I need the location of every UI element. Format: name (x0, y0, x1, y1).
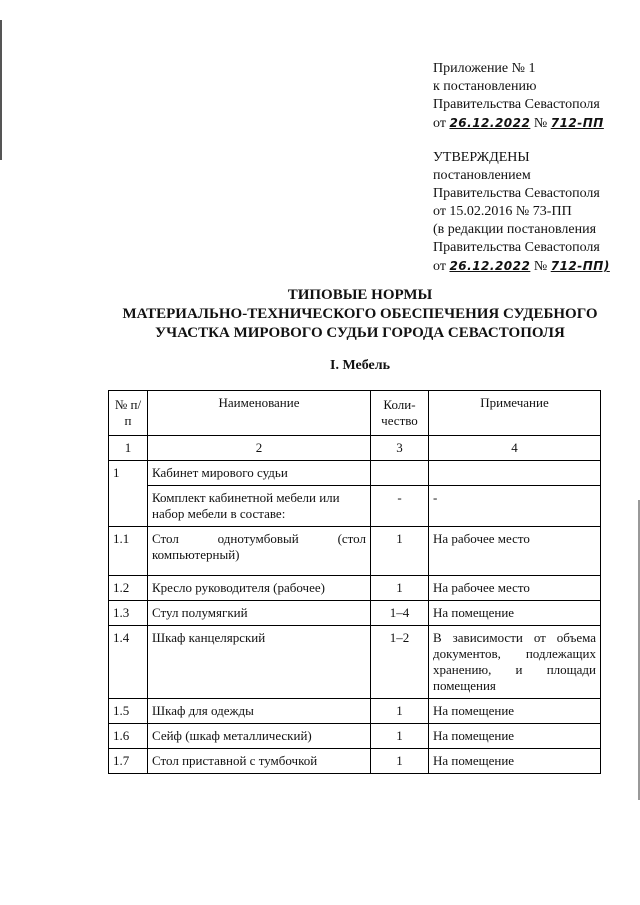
handwritten-date-2: 26.12.2022 (449, 259, 531, 273)
table-row (109, 601, 601, 626)
column-number-1: 1 (109, 436, 148, 461)
title-line-1: ТИПОВЫЕ НОРМЫ (287, 287, 433, 303)
header-number: № п/п (109, 391, 148, 436)
header-quantity: Коли-чество (371, 391, 429, 436)
row-name: Стол однотумбовый (стол компьютерный) (148, 527, 371, 576)
approval-block (433, 60, 633, 276)
document-title (80, 286, 640, 343)
row-note: На помещение (429, 724, 601, 749)
table-row (109, 576, 601, 601)
appendix-label: Приложение № 1 (433, 61, 536, 76)
header-note: Примечание (429, 391, 601, 436)
header-name: Наименование (148, 391, 371, 436)
norms-table (108, 390, 601, 774)
table-column-numbers-row (109, 436, 601, 461)
row-number: 1.2 (109, 576, 148, 601)
table-header-row (109, 391, 601, 436)
handwritten-date: 26.12.2022 (449, 116, 531, 130)
handwritten-number: 712-ПП (550, 116, 604, 130)
row-quantity (371, 461, 429, 486)
row-name: Шкаф для одежды (148, 699, 371, 724)
row-note: На рабочее место (429, 527, 601, 576)
table-row (109, 749, 601, 774)
row-name: Комплект кабинетной мебели или набор мебели в составе: (148, 486, 371, 527)
row-quantity: 1 (371, 576, 429, 601)
number-prefix: № (533, 116, 548, 131)
row-note: На помещение (429, 749, 601, 774)
row-quantity: 1–4 (371, 601, 429, 626)
handwritten-number-2: 712-ПП) (550, 259, 610, 273)
government-label-3: Правительства Севастополя (433, 240, 600, 255)
table-row (109, 626, 601, 699)
section-title: I. Мебель (330, 358, 390, 373)
row-number: 1.3 (109, 601, 148, 626)
from-prefix: от (433, 116, 446, 131)
row-name: Кабинет мирового судьи (148, 461, 371, 486)
row-name: Кресло руководителя (рабочее) (148, 576, 371, 601)
title-line-2: МАТЕРИАЛЬНО-ТЕХНИЧЕСКОГО ОБЕСПЕЧЕНИЯ СУДЕБНОГО (122, 306, 598, 322)
row-number: 1 (109, 461, 148, 527)
resolution-date-line (433, 114, 633, 133)
row-name: Сейф (шкаф металлический) (148, 724, 371, 749)
government-label-2: Правительства Севастополя (433, 186, 600, 201)
table-row (109, 724, 601, 749)
row-quantity: - (371, 486, 429, 527)
row-number: 1.5 (109, 699, 148, 724)
row-number: 1.4 (109, 626, 148, 699)
row-note: В зависимости от объема документов, подлежащих хранению, и площади помещения (429, 626, 601, 699)
row-quantity: 1 (371, 699, 429, 724)
approved-label: УТВЕРЖДЕНЫ (433, 150, 530, 165)
row-quantity: 1 (371, 527, 429, 576)
row-name: Шкаф канцелярский (148, 626, 371, 699)
title-line-3: УЧАСТКА МИРОВОГО СУДЬИ ГОРОДА СЕВАСТОПОЛЯ (155, 325, 565, 341)
to-resolution-label: к постановлению (433, 79, 537, 94)
number-prefix-2: № (533, 259, 548, 274)
row-name: Стул полумягкий (148, 601, 371, 626)
from-prefix-2: от (433, 259, 446, 274)
row-note: На помещение (429, 601, 601, 626)
row-quantity: 1 (371, 749, 429, 774)
row-note: На рабочее место (429, 576, 601, 601)
row-quantity: 1–2 (371, 626, 429, 699)
table-row (109, 527, 601, 576)
government-label: Правительства Севастополя (433, 97, 600, 112)
row-number: 1.1 (109, 527, 148, 576)
column-number-2: 2 (148, 436, 371, 461)
column-number-3: 3 (371, 436, 429, 461)
edition-date-line (433, 257, 633, 276)
row-number: 1.7 (109, 749, 148, 774)
edition-label: (в редакции постановления (433, 222, 597, 237)
row-note (429, 461, 601, 486)
table-row (109, 699, 601, 724)
column-number-4: 4 (429, 436, 601, 461)
scan-edge-mark (0, 20, 2, 160)
table-row (109, 461, 601, 486)
row-number: 1.6 (109, 724, 148, 749)
by-resolution-label: постановлением (433, 168, 531, 183)
row-note: - (429, 486, 601, 527)
table-row (109, 486, 601, 527)
original-resolution-line: от 15.02.2016 № 73-ПП (433, 204, 572, 219)
row-note: На помещение (429, 699, 601, 724)
row-quantity: 1 (371, 724, 429, 749)
row-name: Стол приставной с тумбочкой (148, 749, 371, 774)
